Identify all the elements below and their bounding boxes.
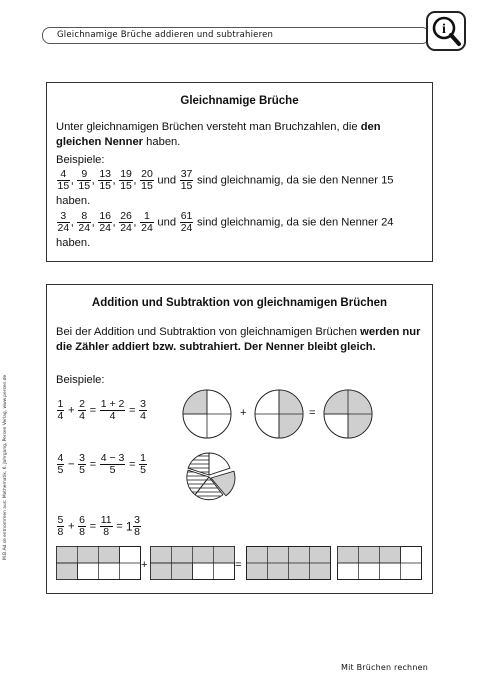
- logo-letter: i: [442, 22, 446, 37]
- pie-quarter-3: [323, 389, 377, 443]
- pie-fifths: [185, 450, 245, 510]
- definition-box: [46, 82, 433, 262]
- page-footer: Mit Brüchen rechnen: [340, 663, 428, 672]
- copyright-side-text: M.B.Ad.se entnommen aus: Mathematik, 6. Jahrgang, Persen Verlag, www.persen.de: [3, 374, 8, 560]
- addition-box: [46, 284, 433, 594]
- pie-plus: +: [240, 407, 247, 419]
- bar-plus: +: [141, 559, 148, 571]
- bar-three-eighths: [337, 546, 422, 580]
- examples-label-1: Beispiele:: [56, 154, 105, 166]
- example-row-24-wrap: haben.: [56, 237, 91, 249]
- example-row-15: $\frac{4}{15}$ , $\frac{9}{15}$ , $\frac{13}{15}$ , $\frac{19}{15}$ , $\frac{20}{15}$ und $\frac{37}{15}$ sind gleichnamig, da sie den Nenner 15: [57, 168, 394, 192]
- bar-equals: =: [235, 559, 242, 571]
- example-fifths: $\frac{4}{5}$ − $\frac{3}{5}$ = $\frac{4 - 3}{5}$ = $\frac{1}{5}$: [57, 452, 146, 476]
- info-logo: [426, 11, 466, 51]
- addition-text: Bei der Addition und Subtraktion von gleichnamigen Brüchen werden nur die Zähler addiert bzw. subtrahiert. Der Nenner bleibt gleich.: [56, 326, 421, 353]
- definition-title: Gleichnamige Brüche: [180, 95, 299, 107]
- example-row-24: $\frac{3}{24}$ , $\frac{8}{24}$ , $\frac{16}{24}$ , $\frac{26}{24}$ , $\frac{1}{24}$ und $\frac{61}{24}$ sind gleichnamig, da sie den Nenner 24: [57, 210, 394, 234]
- page-header: [42, 27, 430, 44]
- bar-whole: [246, 546, 331, 580]
- bar-six-eighths: [150, 546, 235, 580]
- header-title: Gleichnamige Brüche addieren und subtrahieren: [57, 30, 274, 40]
- addition-title: Addition und Subtraktion von gleichnamigen Brüchen: [91, 297, 388, 309]
- bar-five-eighths: [56, 546, 141, 580]
- pie-quarter-2: [254, 389, 308, 443]
- example-eighths: $\frac{5}{8}$ + $\frac{6}{8}$ = $\frac{11}{8}$ = 1 $\frac{3}{8}$: [57, 514, 140, 538]
- example-row-15-wrap: haben.: [56, 195, 91, 207]
- info-magnifier-icon: [428, 13, 464, 49]
- pie-equals: =: [309, 407, 316, 419]
- example-quarters: $\frac{1}{4}$ + $\frac{2}{4}$ = $\frac{1 + 2}{4}$ = $\frac{3}{4}$: [57, 398, 146, 422]
- definition-text: Unter gleichnamigen Brüchen versteht man Bruchzahlen, die den gleichen Nenner haben.: [56, 121, 381, 148]
- examples-label-2: Beispiele:: [56, 374, 105, 386]
